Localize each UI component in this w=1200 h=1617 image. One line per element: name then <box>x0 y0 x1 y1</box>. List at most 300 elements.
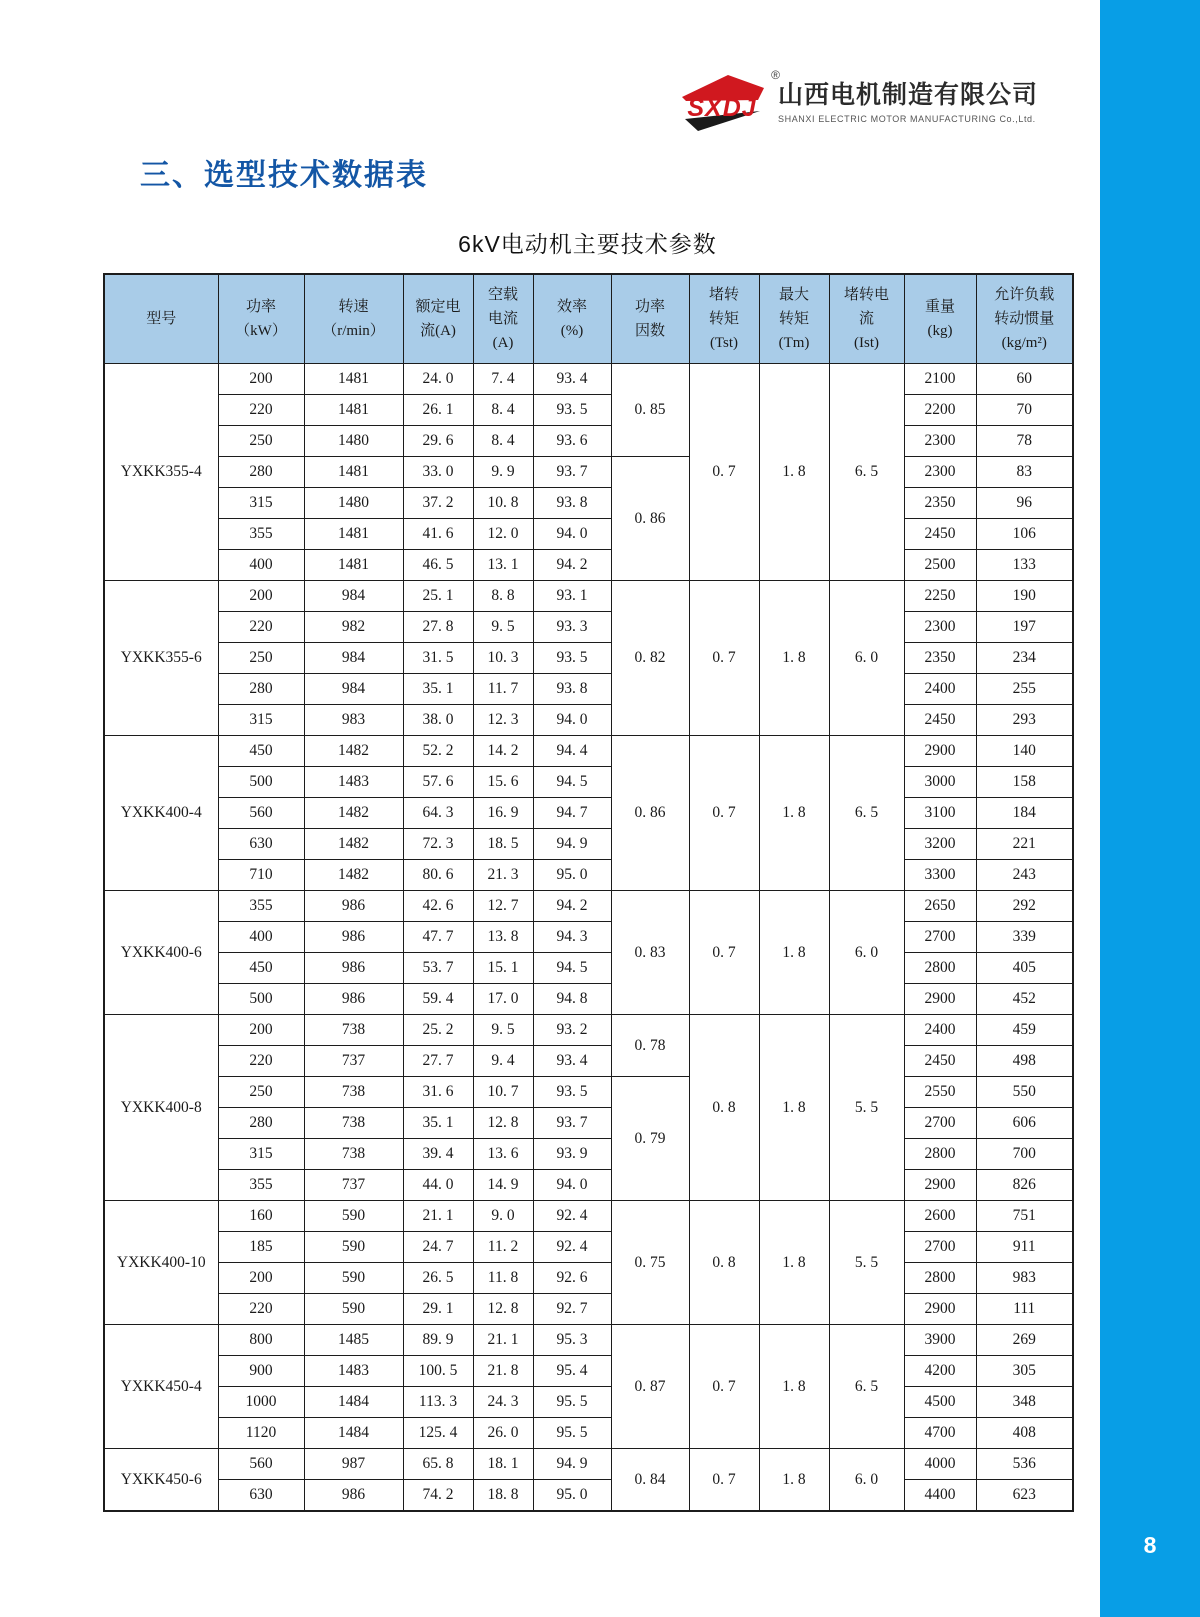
table-row <box>104 767 1073 798</box>
col-header-speed: 转速 （r/min） <box>304 274 403 364</box>
cell-noload: 14. 2 <box>473 736 533 767</box>
cell-power: 250 <box>218 426 304 457</box>
table-row <box>104 1449 1073 1480</box>
section-heading: 三、选型技术数据表 <box>140 159 428 192</box>
cell-current: 52. 2 <box>403 736 473 767</box>
spec-table <box>103 273 1074 1512</box>
cell-model: YXKK400-8 <box>104 1015 218 1201</box>
cell-pf: 0. 79 <box>611 1077 689 1201</box>
cell-current: 31. 5 <box>403 643 473 674</box>
cell-current: 100. 5 <box>403 1356 473 1387</box>
cell-power: 220 <box>218 612 304 643</box>
cell-noload: 7. 4 <box>473 364 533 395</box>
cell-weight: 2350 <box>904 488 976 519</box>
cell-pf: 0. 75 <box>611 1201 689 1325</box>
cell-inertia: 184 <box>976 798 1073 829</box>
col-header-inertia: 允许负载 转动惯量 (kg/m²) <box>976 274 1073 364</box>
cell-current: 74. 2 <box>403 1480 473 1512</box>
cell-weight: 3200 <box>904 829 976 860</box>
cell-speed: 986 <box>304 984 403 1015</box>
cell-weight: 2900 <box>904 736 976 767</box>
cell-pf: 0. 87 <box>611 1325 689 1449</box>
cell-weight: 2400 <box>904 1015 976 1046</box>
cell-noload: 10. 8 <box>473 488 533 519</box>
cell-speed: 986 <box>304 922 403 953</box>
cell-inertia: 197 <box>976 612 1073 643</box>
table-row <box>104 953 1073 984</box>
cell-power: 450 <box>218 736 304 767</box>
cell-power: 1000 <box>218 1387 304 1418</box>
cell-current: 26. 5 <box>403 1263 473 1294</box>
cell-noload: 9. 5 <box>473 1015 533 1046</box>
cell-current: 27. 7 <box>403 1046 473 1077</box>
company-name-en: SHANXI ELECTRIC MOTOR MANUFACTURING Co.,Ltd. <box>778 113 1036 124</box>
cell-current: 39. 4 <box>403 1139 473 1170</box>
cell-eff: 93. 5 <box>533 1077 611 1108</box>
cell-ist: 6. 5 <box>829 1325 904 1449</box>
cell-speed: 1483 <box>304 1356 403 1387</box>
cell-inertia: 234 <box>976 643 1073 674</box>
cell-pf: 0. 85 <box>611 364 689 457</box>
table-row <box>104 1418 1073 1449</box>
cell-inertia: 305 <box>976 1356 1073 1387</box>
cell-tst: 0. 7 <box>689 1325 759 1449</box>
table-row <box>104 1356 1073 1387</box>
table-row <box>104 1232 1073 1263</box>
col-header-tst: 堵转 转矩 (Tst) <box>689 274 759 364</box>
table-row <box>104 1046 1073 1077</box>
cell-weight: 2900 <box>904 984 976 1015</box>
cell-model: YXKK450-4 <box>104 1325 218 1449</box>
col-header-eff: 效率 (%) <box>533 274 611 364</box>
cell-eff: 93. 6 <box>533 426 611 457</box>
table-row <box>104 612 1073 643</box>
cell-inertia: 106 <box>976 519 1073 550</box>
cell-pf: 0. 86 <box>611 457 689 581</box>
cell-noload: 10. 7 <box>473 1077 533 1108</box>
cell-inertia: 60 <box>976 364 1073 395</box>
table-row <box>104 581 1073 612</box>
cell-inertia: 606 <box>976 1108 1073 1139</box>
cell-noload: 12. 7 <box>473 891 533 922</box>
cell-tst: 0. 8 <box>689 1015 759 1201</box>
cell-inertia: 452 <box>976 984 1073 1015</box>
cell-tst: 0. 7 <box>689 1449 759 1512</box>
cell-inertia: 498 <box>976 1046 1073 1077</box>
col-header-power: 功率 （kW） <box>218 274 304 364</box>
cell-inertia: 339 <box>976 922 1073 953</box>
cell-eff: 93. 1 <box>533 581 611 612</box>
cell-inertia: 133 <box>976 550 1073 581</box>
cell-eff: 94. 5 <box>533 767 611 798</box>
cell-model: YXKK400-6 <box>104 891 218 1015</box>
table-row <box>104 1294 1073 1325</box>
cell-power: 280 <box>218 457 304 488</box>
col-header-noload: 空载 电流 (A) <box>473 274 533 364</box>
table-row <box>104 922 1073 953</box>
cell-current: 53. 7 <box>403 953 473 984</box>
table-row <box>104 1015 1073 1046</box>
cell-eff: 93. 8 <box>533 674 611 705</box>
cell-eff: 94. 9 <box>533 1449 611 1480</box>
page-number: 8 <box>1143 1532 1157 1558</box>
cell-speed: 590 <box>304 1294 403 1325</box>
company-name-cn: 山西电机制造有限公司 <box>778 81 1039 110</box>
cell-current: 27. 8 <box>403 612 473 643</box>
col-header-tm: 最大 转矩 (Tm) <box>759 274 829 364</box>
cell-inertia: 243 <box>976 860 1073 891</box>
spec-table-head <box>104 274 1073 364</box>
cell-eff: 93. 4 <box>533 364 611 395</box>
cell-eff: 93. 5 <box>533 395 611 426</box>
cell-power: 315 <box>218 488 304 519</box>
table-row <box>104 550 1073 581</box>
cell-power: 200 <box>218 581 304 612</box>
cell-ist: 6. 0 <box>829 891 904 1015</box>
cell-eff: 95. 4 <box>533 1356 611 1387</box>
cell-weight: 2300 <box>904 612 976 643</box>
cell-inertia: 140 <box>976 736 1073 767</box>
table-row <box>104 736 1073 767</box>
table-row <box>104 674 1073 705</box>
cell-pf: 0. 83 <box>611 891 689 1015</box>
cell-power: 160 <box>218 1201 304 1232</box>
company-logo-block <box>672 68 1039 136</box>
cell-weight: 2450 <box>904 519 976 550</box>
table-row <box>104 1480 1073 1512</box>
cell-weight: 2700 <box>904 922 976 953</box>
cell-weight: 2700 <box>904 1108 976 1139</box>
table-row <box>104 1139 1073 1170</box>
cell-weight: 2250 <box>904 581 976 612</box>
cell-power: 185 <box>218 1232 304 1263</box>
cell-current: 59. 4 <box>403 984 473 1015</box>
cell-current: 37. 2 <box>403 488 473 519</box>
cell-pf: 0. 86 <box>611 736 689 891</box>
table-row <box>104 829 1073 860</box>
table-row <box>104 1201 1073 1232</box>
cell-power: 280 <box>218 1108 304 1139</box>
cell-power: 1120 <box>218 1418 304 1449</box>
table-row <box>104 1077 1073 1108</box>
cell-speed: 1481 <box>304 364 403 395</box>
cell-current: 24. 7 <box>403 1232 473 1263</box>
cell-inertia: 751 <box>976 1201 1073 1232</box>
cell-model: YXKK450-6 <box>104 1449 218 1512</box>
cell-eff: 95. 0 <box>533 1480 611 1512</box>
cell-eff: 95. 5 <box>533 1387 611 1418</box>
cell-power: 710 <box>218 860 304 891</box>
cell-power: 250 <box>218 643 304 674</box>
cell-speed: 1485 <box>304 1325 403 1356</box>
cell-noload: 9. 0 <box>473 1201 533 1232</box>
cell-noload: 18. 1 <box>473 1449 533 1480</box>
cell-weight: 2400 <box>904 674 976 705</box>
cell-current: 65. 8 <box>403 1449 473 1480</box>
cell-inertia: 255 <box>976 674 1073 705</box>
cell-eff: 93. 8 <box>533 488 611 519</box>
cell-power: 355 <box>218 519 304 550</box>
cell-speed: 738 <box>304 1108 403 1139</box>
cell-inertia: 700 <box>976 1139 1073 1170</box>
cell-weight: 4000 <box>904 1449 976 1480</box>
cell-weight: 4500 <box>904 1387 976 1418</box>
cell-weight: 2900 <box>904 1294 976 1325</box>
cell-speed: 986 <box>304 1480 403 1512</box>
cell-power: 560 <box>218 1449 304 1480</box>
blue-side-band <box>1100 0 1200 1617</box>
cell-speed: 737 <box>304 1046 403 1077</box>
cell-weight: 2450 <box>904 1046 976 1077</box>
cell-tm: 1. 8 <box>759 364 829 581</box>
col-header-current: 额定电 流(A) <box>403 274 473 364</box>
cell-ist: 5. 5 <box>829 1201 904 1325</box>
table-row <box>104 798 1073 829</box>
cell-noload: 15. 6 <box>473 767 533 798</box>
cell-eff: 93. 2 <box>533 1015 611 1046</box>
cell-inertia: 623 <box>976 1480 1073 1512</box>
cell-noload: 13. 8 <box>473 922 533 953</box>
cell-current: 47. 7 <box>403 922 473 953</box>
cell-ist: 6. 0 <box>829 581 904 736</box>
cell-eff: 94. 4 <box>533 736 611 767</box>
cell-inertia: 78 <box>976 426 1073 457</box>
cell-inertia: 293 <box>976 705 1073 736</box>
cell-speed: 1484 <box>304 1418 403 1449</box>
cell-power: 200 <box>218 1015 304 1046</box>
cell-current: 29. 6 <box>403 426 473 457</box>
table-row <box>104 488 1073 519</box>
cell-speed: 984 <box>304 643 403 674</box>
cell-model: YXKK355-6 <box>104 581 218 736</box>
cell-power: 355 <box>218 891 304 922</box>
cell-speed: 982 <box>304 612 403 643</box>
cell-eff: 93. 7 <box>533 1108 611 1139</box>
cell-eff: 94. 0 <box>533 519 611 550</box>
cell-eff: 94. 3 <box>533 922 611 953</box>
cell-noload: 26. 0 <box>473 1418 533 1449</box>
cell-noload: 24. 3 <box>473 1387 533 1418</box>
cell-inertia: 459 <box>976 1015 1073 1046</box>
cell-inertia: 536 <box>976 1449 1073 1480</box>
cell-speed: 1482 <box>304 860 403 891</box>
cell-power: 500 <box>218 767 304 798</box>
cell-speed: 737 <box>304 1170 403 1201</box>
table-row <box>104 1170 1073 1201</box>
table-title: 6kV电动机主要技术参数 <box>458 231 717 257</box>
cell-weight: 2350 <box>904 643 976 674</box>
cell-noload: 8. 4 <box>473 426 533 457</box>
cell-weight: 3300 <box>904 860 976 891</box>
cell-current: 31. 6 <box>403 1077 473 1108</box>
col-header-model: 型号 <box>104 274 218 364</box>
cell-weight: 2700 <box>904 1232 976 1263</box>
cell-noload: 10. 3 <box>473 643 533 674</box>
cell-speed: 983 <box>304 705 403 736</box>
cell-tm: 1. 8 <box>759 1015 829 1201</box>
cell-power: 800 <box>218 1325 304 1356</box>
cell-noload: 13. 6 <box>473 1139 533 1170</box>
cell-speed: 986 <box>304 891 403 922</box>
table-row <box>104 457 1073 488</box>
cell-inertia: 111 <box>976 1294 1073 1325</box>
cell-power: 400 <box>218 550 304 581</box>
cell-noload: 12. 0 <box>473 519 533 550</box>
cell-inertia: 158 <box>976 767 1073 798</box>
cell-current: 26. 1 <box>403 395 473 426</box>
cell-tm: 1. 8 <box>759 736 829 891</box>
cell-weight: 2650 <box>904 891 976 922</box>
cell-speed: 984 <box>304 674 403 705</box>
cell-noload: 8. 8 <box>473 581 533 612</box>
cell-noload: 21. 1 <box>473 1325 533 1356</box>
cell-weight: 3900 <box>904 1325 976 1356</box>
cell-speed: 1482 <box>304 829 403 860</box>
table-row <box>104 860 1073 891</box>
cell-noload: 16. 9 <box>473 798 533 829</box>
cell-weight: 2100 <box>904 364 976 395</box>
cell-power: 250 <box>218 1077 304 1108</box>
cell-speed: 1483 <box>304 767 403 798</box>
cell-current: 64. 3 <box>403 798 473 829</box>
table-row <box>104 643 1073 674</box>
cell-power: 630 <box>218 829 304 860</box>
cell-noload: 14. 9 <box>473 1170 533 1201</box>
cell-speed: 590 <box>304 1263 403 1294</box>
col-header-weight: 重量 (kg) <box>904 274 976 364</box>
cell-eff: 95. 0 <box>533 860 611 891</box>
cell-eff: 94. 0 <box>533 1170 611 1201</box>
cell-speed: 1482 <box>304 798 403 829</box>
cell-speed: 738 <box>304 1077 403 1108</box>
spec-table-wrap <box>103 273 1074 1512</box>
cell-power: 315 <box>218 705 304 736</box>
cell-weight: 2300 <box>904 426 976 457</box>
cell-speed: 1480 <box>304 426 403 457</box>
cell-tst: 0. 7 <box>689 736 759 891</box>
cell-noload: 18. 5 <box>473 829 533 860</box>
sxdj-logo-icon <box>672 68 780 136</box>
cell-speed: 1482 <box>304 736 403 767</box>
cell-current: 80. 6 <box>403 860 473 891</box>
cell-speed: 984 <box>304 581 403 612</box>
cell-current: 38. 0 <box>403 705 473 736</box>
table-row <box>104 984 1073 1015</box>
cell-weight: 2900 <box>904 1170 976 1201</box>
cell-inertia: 911 <box>976 1232 1073 1263</box>
header-row <box>104 274 1073 364</box>
table-row <box>104 519 1073 550</box>
cell-power: 220 <box>218 1294 304 1325</box>
cell-weight: 2300 <box>904 457 976 488</box>
cell-current: 89. 9 <box>403 1325 473 1356</box>
cell-noload: 17. 0 <box>473 984 533 1015</box>
table-row <box>104 891 1073 922</box>
cell-noload: 21. 8 <box>473 1356 533 1387</box>
table-row <box>104 426 1073 457</box>
cell-eff: 93. 7 <box>533 457 611 488</box>
cell-inertia: 983 <box>976 1263 1073 1294</box>
cell-ist: 6. 5 <box>829 364 904 581</box>
cell-pf: 0. 82 <box>611 581 689 736</box>
registered-trademark-icon: ® <box>771 68 780 82</box>
cell-current: 25. 2 <box>403 1015 473 1046</box>
cell-power: 900 <box>218 1356 304 1387</box>
cell-tm: 1. 8 <box>759 1201 829 1325</box>
cell-tst: 0. 7 <box>689 364 759 581</box>
cell-inertia: 550 <box>976 1077 1073 1108</box>
cell-noload: 12. 8 <box>473 1108 533 1139</box>
cell-eff: 92. 4 <box>533 1201 611 1232</box>
cell-noload: 21. 3 <box>473 860 533 891</box>
cell-current: 25. 1 <box>403 581 473 612</box>
cell-eff: 94. 0 <box>533 705 611 736</box>
cell-speed: 1481 <box>304 519 403 550</box>
cell-speed: 987 <box>304 1449 403 1480</box>
cell-speed: 1481 <box>304 395 403 426</box>
cell-eff: 95. 3 <box>533 1325 611 1356</box>
cell-eff: 93. 4 <box>533 1046 611 1077</box>
cell-inertia: 96 <box>976 488 1073 519</box>
cell-eff: 94. 5 <box>533 953 611 984</box>
cell-speed: 1484 <box>304 1387 403 1418</box>
cell-weight: 2450 <box>904 705 976 736</box>
col-header-ist: 堵转电 流 (Ist) <box>829 274 904 364</box>
cell-eff: 93. 3 <box>533 612 611 643</box>
cell-current: 57. 6 <box>403 767 473 798</box>
cell-speed: 986 <box>304 953 403 984</box>
cell-ist: 6. 0 <box>829 1449 904 1512</box>
cell-eff: 95. 5 <box>533 1418 611 1449</box>
cell-weight: 3100 <box>904 798 976 829</box>
cell-current: 33. 0 <box>403 457 473 488</box>
cell-weight: 2550 <box>904 1077 976 1108</box>
cell-weight: 4400 <box>904 1480 976 1512</box>
cell-current: 46. 5 <box>403 550 473 581</box>
cell-power: 630 <box>218 1480 304 1512</box>
col-header-pf: 功率 因数 <box>611 274 689 364</box>
cell-speed: 1481 <box>304 457 403 488</box>
cell-eff: 94. 2 <box>533 891 611 922</box>
cell-weight: 2200 <box>904 395 976 426</box>
cell-power: 200 <box>218 364 304 395</box>
cell-inertia: 221 <box>976 829 1073 860</box>
cell-speed: 738 <box>304 1139 403 1170</box>
cell-power: 450 <box>218 953 304 984</box>
cell-tm: 1. 8 <box>759 1449 829 1512</box>
cell-current: 44. 0 <box>403 1170 473 1201</box>
table-row <box>104 1263 1073 1294</box>
cell-weight: 4200 <box>904 1356 976 1387</box>
cell-current: 35. 1 <box>403 674 473 705</box>
cell-model: YXKK400-4 <box>104 736 218 891</box>
cell-inertia: 408 <box>976 1418 1073 1449</box>
cell-eff: 92. 6 <box>533 1263 611 1294</box>
cell-noload: 9. 5 <box>473 612 533 643</box>
cell-weight: 4700 <box>904 1418 976 1449</box>
cell-noload: 13. 1 <box>473 550 533 581</box>
cell-current: 72. 3 <box>403 829 473 860</box>
table-row <box>104 364 1073 395</box>
table-row <box>104 395 1073 426</box>
cell-noload: 18. 8 <box>473 1480 533 1512</box>
cell-speed: 738 <box>304 1015 403 1046</box>
cell-current: 24. 0 <box>403 364 473 395</box>
cell-tm: 1. 8 <box>759 891 829 1015</box>
table-row <box>104 1108 1073 1139</box>
cell-weight: 2600 <box>904 1201 976 1232</box>
cell-eff: 94. 8 <box>533 984 611 1015</box>
